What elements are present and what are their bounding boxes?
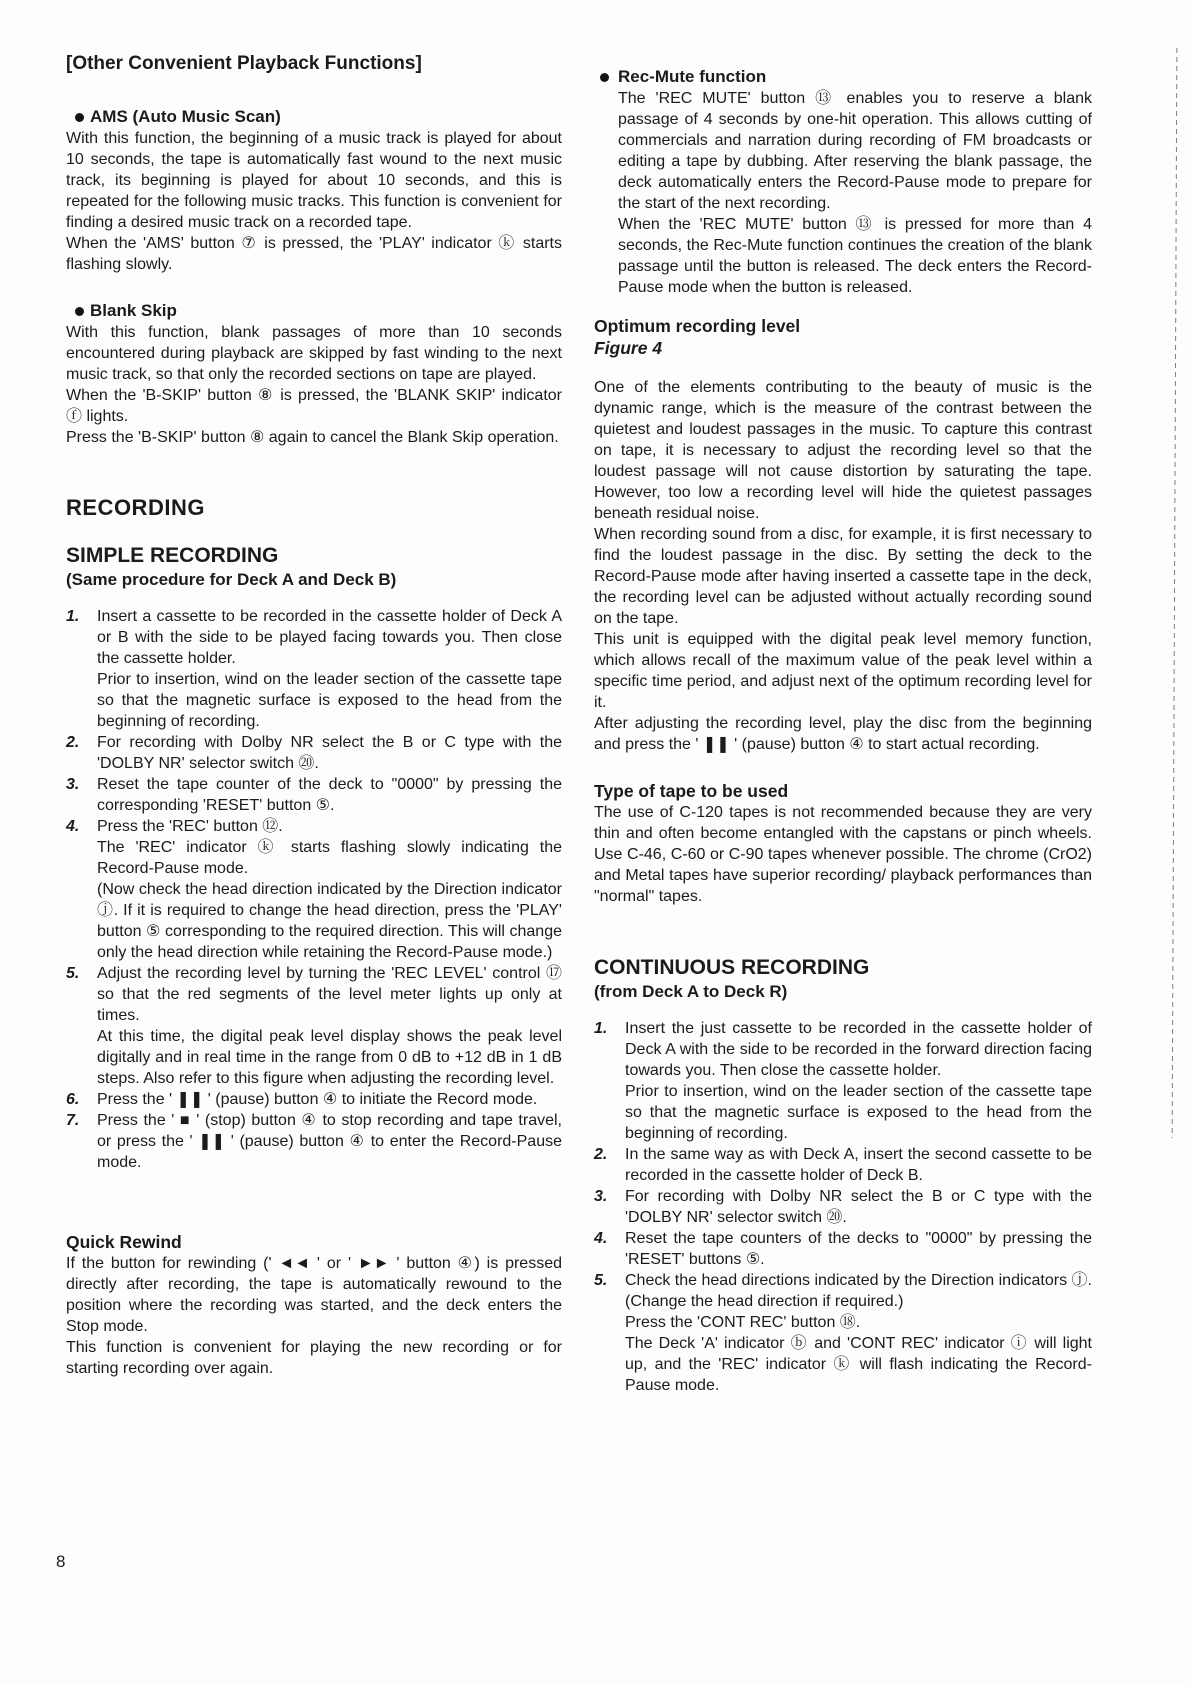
section-subheading: (from Deck A to Deck R): [594, 982, 788, 1001]
step-text: Insert a cassette to be recorded in the cassette holder of Deck A or B with the side to be played facing towards you. Then close the cassette holder.: [97, 608, 562, 667]
section-subheading: (Same procedure for Deck A and Deck B): [66, 570, 397, 589]
paragraph: With this function, the beginning of a music track is played for about 10 seconds, the tape is automatically fast wound to the next music track, its beginning is played for about 10 seconds, and this is repeated for the following music tracks. This function is convenient for finding a desired music track on a recorded tape.: [66, 130, 562, 231]
step-text: The Deck 'A' indicator ⓑ and 'CONT REC' indicator ⓘ will light up, and the 'REC' indicator ⓚ will flash indicating the Record-Pause mode.: [625, 1335, 1092, 1394]
step-item: [594, 1228, 1092, 1270]
step-number: 3.: [66, 776, 80, 793]
paragraph: This function is convenient for playing the new recording or for starting recording over again.: [66, 1339, 562, 1377]
simple-recording-steps: [66, 606, 562, 1173]
step-text: Check the head directions indicated by the Direction indicators ⓙ. (Change the head direction if required.): [625, 1272, 1092, 1310]
continuous-recording-steps: [594, 1018, 1092, 1396]
step-number: 7.: [66, 1112, 80, 1129]
paragraph: The 'REC MUTE' button ⑬ enables you to reserve a blank passage of 4 seconds by one-hit operation. This allows cutting of commercials and narration during recording of FM broadcasts or editing a tape by dubbing. After reserving the blank passage, the deck automatically enters the Record-Pause mode to prepare for the start of the next recording.: [618, 90, 1092, 212]
section-heading: Blank Skip: [90, 301, 177, 320]
step-text: For recording with Dolby NR select the B or C type with the 'DOLBY NR' selector switch ⑳.: [97, 734, 562, 772]
section-simple-recording: [66, 543, 562, 1173]
paragraph: When the 'B-SKIP' button ⑧ is pressed, the 'BLANK SKIP' indicator ⓕ lights.: [66, 387, 562, 425]
step-number: 4.: [594, 1230, 608, 1247]
step-text: Press the ' ❚❚ ' (pause) button ④ to initiate the Record mode.: [97, 1091, 538, 1108]
paragraph: When recording sound from a disc, for example, it is first necessary to find the loudest passage in the disc. By setting the deck to the Record-Pause mode after having inserted a cassette tape in the deck, the recording level can be adjusted without actually recording sound on the tape.: [594, 526, 1092, 627]
step-item: [594, 1186, 1092, 1228]
step-number: 2.: [66, 734, 80, 751]
step-item: [594, 1018, 1092, 1144]
step-item: [66, 606, 562, 732]
step-item: [66, 1110, 562, 1173]
step-number: 5.: [66, 965, 80, 982]
step-item: [594, 1270, 1092, 1396]
step-number: 4.: [66, 818, 80, 835]
section-heading: Type of tape to be used: [594, 781, 789, 801]
paragraph: One of the elements contributing to the beauty of music is the dynamic range, which is the measure of the contrast between the quietest and loudest passages in the music. To capture this contrast on tape, it is necessary to adjust the recording level so that the loudest passage will not cause distortion by saturating the tape. However, too low a recording level will hide the quietest passages beneath residual noise.: [594, 379, 1092, 522]
step-text: For recording with Dolby NR select the B or C type with the 'DOLBY NR' selector switch ⑳.: [625, 1188, 1092, 1226]
recording-title: RECORDING: [66, 495, 205, 520]
step-item: [66, 774, 562, 816]
paragraph: When the 'AMS' button ⑦ is pressed, the 'PLAY' indicator ⓚ starts flashing slowly.: [66, 235, 562, 273]
paragraph: The use of C-120 tapes is not recommended because they are very thin and often become entangled with the capstans or pinch wheels. Use C-46, C-60 or C-90 tapes whenever possible. The chrome (CrO2) and Metal tapes have superior recording/ playback performances than "normal" tapes.: [594, 804, 1092, 905]
section-heading: AMS (Auto Music Scan): [90, 107, 281, 126]
step-item: [66, 963, 562, 1089]
section-heading: Rec-Mute function: [618, 67, 767, 86]
section-optimum-level: [594, 315, 1092, 755]
step-text: (Now check the head direction indicated by the Direction indicator ⓙ. If it is required to change the head direction, press the 'PLAY' button ⑤ corresponding to the required direction. This will change only the head direction while retaining the Record-Pause mode.): [97, 881, 562, 961]
bullet-icon: [75, 307, 84, 316]
right-column: [594, 66, 1092, 1396]
step-item: [66, 732, 562, 774]
step-text: Insert the just cassette to be recorded in the cassette holder of Deck A with the side to be recorded in the forward direction facing towards you. Then close the cassette holder.: [625, 1020, 1092, 1079]
section-rec-mute: [594, 66, 1092, 298]
step-item: [594, 1144, 1092, 1186]
figure-reference: Figure 4: [594, 338, 663, 358]
section-continuous-recording: [594, 955, 1092, 1396]
paragraph: If the button for rewinding (' ◄◄ ' or ' ►► ' button ④) is pressed directly after recording, the tape is automatically rewound to the position where the recording was started, and the deck enters the Stop mode.: [66, 1255, 562, 1335]
page-number: 8: [56, 1552, 66, 1571]
left-column: [66, 52, 562, 1379]
scan-artifact-line: [1172, 48, 1178, 1138]
bullet-icon: [600, 73, 609, 82]
step-number: 1.: [594, 1020, 608, 1037]
section-heading: SIMPLE RECORDING: [66, 544, 279, 567]
section-heading: Optimum recording level: [594, 316, 801, 336]
section-tape-type: [594, 780, 1092, 907]
section-heading: CONTINUOUS RECORDING: [594, 956, 870, 979]
section-heading: Quick Rewind: [66, 1232, 182, 1252]
step-text: Adjust the recording level by turning the 'REC LEVEL' control ⑰ so that the red segments of the level meter lights up only at times.: [97, 965, 562, 1024]
step-text: Reset the tape counters of the decks to "0000" by pressing the 'RESET' buttons ⑤.: [625, 1230, 1092, 1268]
step-number: 2.: [594, 1146, 608, 1163]
paragraph: After adjusting the recording level, play the disc from the beginning and press the ' ❚❚ ' (pause) button ④ to start actual recording.: [594, 715, 1092, 753]
step-item: [66, 1089, 562, 1110]
paragraph: This unit is equipped with the digital peak level memory function, which allows recall of the maximum value of the peak level within a specific time period, and adjust next of the optimum recording level for it.: [594, 631, 1092, 711]
step-number: 1.: [66, 608, 80, 625]
step-text: Press the 'REC' button ⑫.: [97, 818, 283, 835]
step-text: Press the 'CONT REC' button ⑱.: [625, 1314, 861, 1331]
section-blank-skip: [66, 300, 562, 448]
step-text: Press the ' ■ ' (stop) button ④ to stop recording and tape travel, or press the ' ❚❚ ' (pause) button ④ to enter the Record-Pause mode.: [97, 1112, 562, 1171]
step-text: In the same way as with Deck A, insert the second cassette to be recorded in the cassette holder of Deck B.: [625, 1146, 1092, 1184]
step-number: 6.: [66, 1091, 80, 1108]
section-ams: [66, 106, 562, 275]
step-item: [66, 816, 562, 963]
paragraph: With this function, blank passages of more than 10 seconds encountered during playback are skipped by fast winding to the next music track, so that only the recorded sections on tape are played.: [66, 324, 562, 383]
step-text: At this time, the digital peak level display shows the peak level digitally and in real time in the range from 0 dB to +12 dB in 1 dB steps. Also refer to this figure when adjusting the recording level.: [97, 1028, 562, 1087]
step-text: The 'REC' indicator ⓚ starts flashing slowly indicating the Record-Pause mode.: [97, 839, 562, 877]
step-text: Prior to insertion, wind on the leader section of the cassette tape so that the magnetic surface is exposed to the head from the beginning of recording.: [625, 1083, 1092, 1142]
step-number: 3.: [594, 1188, 608, 1205]
section-quick-rewind: [66, 1231, 562, 1379]
bullet-icon: [75, 113, 84, 122]
step-number: 5.: [594, 1272, 608, 1289]
paragraph: Press the 'B-SKIP' button ⑧ again to cancel the Blank Skip operation.: [66, 429, 559, 446]
step-text: Prior to insertion, wind on the leader section of the cassette tape so that the magnetic surface is exposed to the head from the beginning of recording.: [97, 671, 562, 730]
step-text: Reset the tape counter of the deck to "0000" by pressing the corresponding 'RESET' button ⑤.: [97, 776, 562, 814]
page-title: [Other Convenient Playback Functions]: [66, 53, 422, 74]
paragraph: When the 'REC MUTE' button ⑬ is pressed for more than 4 seconds, the Rec-Mute function continues the creation of the blank passage until the button is released. The deck enters the Record-Pause mode when the button is released.: [618, 216, 1092, 296]
